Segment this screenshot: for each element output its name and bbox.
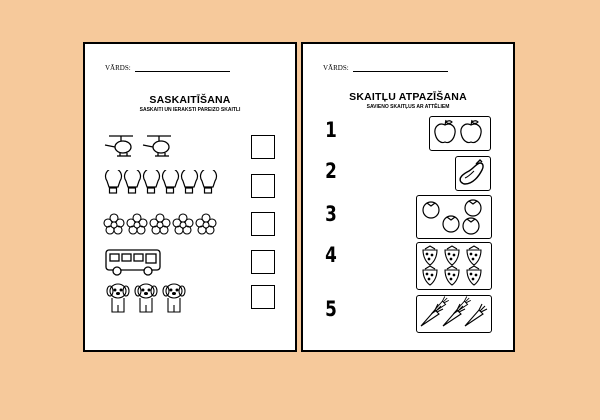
worksheet-subtitle: SAVIENO SKAITĻUS AR ATTĒLIEM [366, 104, 450, 110]
strawberry-icon [423, 266, 437, 285]
carrot-icon [453, 296, 471, 314]
answer-box-1[interactable] [251, 135, 275, 159]
apple-group [430, 117, 488, 148]
lightbulb-icon [125, 170, 141, 193]
carrot-icon [421, 304, 443, 326]
number-1[interactable]: 1 [325, 118, 337, 142]
strawberry-picture[interactable] [416, 242, 492, 290]
puppy-icon [135, 284, 157, 312]
worksheet-number-recognition [301, 42, 515, 352]
puppy-icon [107, 284, 129, 312]
strawberry-icon [467, 246, 481, 265]
lightbulb-icon [182, 170, 198, 193]
flower-icon [196, 214, 216, 234]
worksheet-counting [83, 42, 297, 352]
helicopter-icon [105, 136, 133, 156]
strawberry-group [417, 243, 489, 287]
lightbulb-icon [106, 170, 122, 193]
apple-icon [435, 120, 455, 143]
lightbulb-row [103, 170, 219, 200]
worksheet-title: SKAITĻU ATPAZĪŠANA [349, 91, 467, 103]
worksheet-subtitle: SASKAITI UN IERAKSTI PAREIZO SKAITLI [139, 107, 241, 113]
number-4[interactable]: 4 [325, 243, 337, 267]
answer-box-3[interactable] [251, 212, 275, 236]
apple-icon [461, 120, 481, 143]
carrot-picture[interactable] [416, 295, 492, 333]
number-5[interactable]: 5 [325, 297, 337, 321]
tomato-group [417, 196, 489, 236]
eggplant-picture[interactable] [455, 156, 491, 191]
tomato-icon [443, 216, 459, 232]
strawberry-icon [467, 266, 481, 285]
strawberry-icon [445, 246, 459, 265]
name-underline [353, 65, 448, 72]
strawberry-icon [423, 246, 437, 265]
lightbulb-icon [144, 170, 160, 193]
tomato-icon [463, 218, 479, 234]
puppy-row [105, 281, 191, 319]
carrot-group [417, 296, 489, 330]
flower-icon [150, 214, 170, 234]
flower-icon [127, 214, 147, 234]
name-field [105, 64, 230, 72]
strawberry-icon [445, 266, 459, 285]
helicopter-icon [143, 136, 171, 156]
tomato-icon [423, 202, 439, 218]
bus-icon [106, 250, 160, 275]
name-field [323, 64, 448, 72]
apple-picture[interactable] [429, 116, 491, 151]
name-underline [135, 65, 230, 72]
number-3[interactable]: 3 [325, 202, 337, 226]
carrot-icon [443, 304, 465, 326]
tomato-icon [465, 200, 481, 216]
worksheet-title: SASKAITĪŠANA [149, 94, 231, 106]
number-2[interactable]: 2 [325, 159, 337, 183]
carrot-icon [431, 296, 449, 314]
puppy-icon [163, 284, 185, 312]
bus-row [103, 247, 165, 279]
name-label: VĀRDS: [323, 64, 349, 72]
answer-box-5[interactable] [251, 285, 275, 309]
answer-box-4[interactable] [251, 250, 275, 274]
eggplant-icon [456, 157, 488, 188]
lightbulb-icon [163, 170, 179, 193]
answer-box-2[interactable] [251, 174, 275, 198]
lightbulb-icon [201, 170, 217, 193]
flower-row [103, 210, 219, 238]
name-label: VĀRDS: [105, 64, 131, 72]
flower-icon [104, 214, 124, 234]
flower-icon [173, 214, 193, 234]
carrot-icon [465, 304, 487, 326]
tomato-picture[interactable] [416, 195, 492, 239]
helicopter-row [103, 132, 183, 164]
